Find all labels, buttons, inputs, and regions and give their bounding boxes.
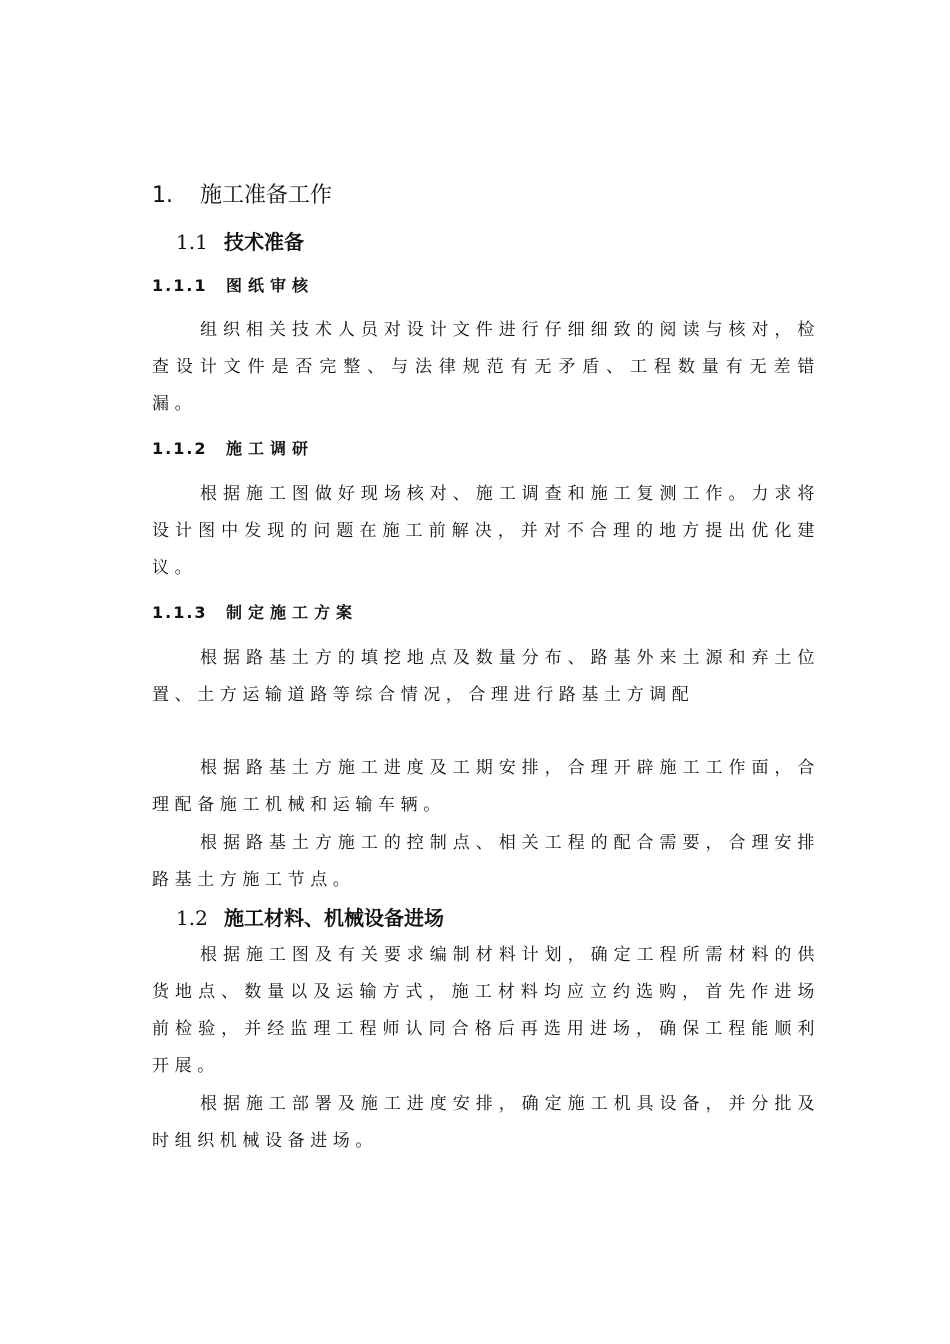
heading-1-1-1 bbox=[152, 274, 314, 298]
heading-1-1-2 bbox=[152, 437, 314, 461]
heading-number: 1.2 bbox=[176, 906, 208, 930]
heading-number: 1.1.3 bbox=[152, 603, 208, 622]
paragraph: 根据施工图及有关要求编制材料计划，确定工程所需材料的供货地点、数量以及运输方式，施工材料均应立约选购，首先作进场前检验，并经监理工程师认同合格后再选用进场，确保工程能顺利开展。 bbox=[152, 945, 820, 1076]
heading-1-1 bbox=[176, 228, 304, 256]
heading-title: 技术准备 bbox=[224, 230, 304, 254]
heading-title: 施工准备工作 bbox=[200, 183, 333, 208]
heading-1-2 bbox=[176, 904, 444, 932]
paragraph: 根据路基土方施工进度及工期安排，合理开辟施工工作面，合理配备施工机械和运输车辆。 bbox=[152, 758, 820, 815]
heading-number: 1. bbox=[152, 183, 173, 208]
heading-title: 施工调研 bbox=[226, 439, 315, 458]
paragraph: 根据施工部署及施工进度安排，确定施工机具设备，并分批及时组织机械设备进场。 bbox=[152, 1094, 820, 1151]
heading-number: 1.1 bbox=[176, 230, 208, 254]
heading-title: 施工材料、机械设备进场 bbox=[224, 906, 444, 930]
heading-1-1-3 bbox=[152, 601, 358, 625]
heading-title: 图纸审核 bbox=[226, 276, 315, 295]
paragraph: 根据施工图做好现场核对、施工调查和施工复测工作。力求将设计图中发现的问题在施工前解决，并对不合理的地方提出优化建议。 bbox=[152, 484, 820, 578]
paragraph: 根据路基土方施工的控制点、相关工程的配合需要，合理安排路基土方施工节点。 bbox=[152, 833, 820, 890]
heading-title: 制定施工方案 bbox=[226, 603, 359, 622]
paragraph: 根据路基土方的填挖地点及数量分布、路基外来土源和弃土位置、土方运输道路等综合情况，合理进行路基土方调配 bbox=[152, 648, 820, 705]
heading-number: 1.1.1 bbox=[152, 276, 208, 295]
paragraph: 组织相关技术人员对设计文件进行仔细细致的阅读与核对，检查设计文件是否完整、与法律规范有无矛盾、工程数量有无差错漏。 bbox=[152, 320, 820, 414]
heading-1 bbox=[152, 181, 332, 211]
heading-number: 1.1.2 bbox=[152, 439, 208, 458]
